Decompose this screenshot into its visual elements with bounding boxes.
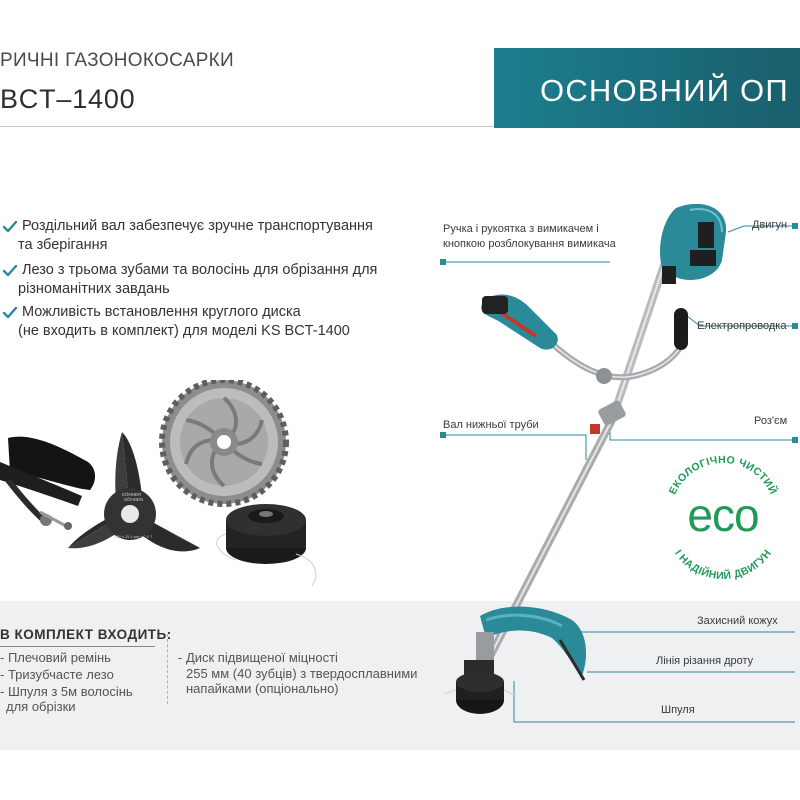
kit-item: 255 мм (40 зубців) з твердосплавними	[186, 666, 418, 681]
callout-motor: Двигун	[752, 219, 788, 231]
eco-logo: eco	[687, 489, 759, 541]
callout-handle: кнопкою розблокування вимикача	[443, 238, 616, 250]
spool-image	[444, 660, 516, 714]
kit-item: - Шпуля з 5м волосінь	[0, 684, 133, 699]
model-title: BCT–1400	[0, 84, 136, 114]
kit-title: В КОМПЛЕКТ ВХОДИТЬ:	[0, 627, 172, 642]
callout-guard: Захисний кожух	[697, 615, 778, 627]
kit-item: - Диск підвищеної міцності	[178, 650, 338, 665]
feature-text: різноманітних завдань	[18, 281, 170, 297]
callout-spool: Шпуля	[661, 704, 695, 716]
feature-text: Лезо з трьома зубами та волосінь для обрізання для	[22, 262, 378, 278]
feature-text: Роздільний вал забезпечує зручне транспортування	[22, 218, 373, 234]
handlebar-image	[481, 294, 688, 384]
blade-brand-text: SÖHNEN	[124, 497, 144, 502]
feature-text: (не входить в комплект) для моделі KS BCT-1400	[18, 323, 350, 339]
eco-badge	[661, 453, 785, 582]
kit-item: - Тризубчасте лезо	[0, 667, 114, 682]
motor-image	[660, 204, 726, 284]
callout-handle: Ручка і рукоятка з вимикачем і	[443, 223, 599, 235]
kit-item: - Плечовий ремінь	[0, 650, 111, 665]
callout-connector: Роз'єм	[754, 415, 788, 427]
feature-text: Можливість встановлення круглого диска	[22, 304, 301, 320]
feature-text: та зберігання	[18, 237, 108, 253]
blade-spec-text: 255 х 25,4 мм х 2,0 T	[114, 534, 153, 539]
eco-ring-bottom-text: І НАДІЙНИЙ ДВИГУН	[672, 547, 774, 583]
kit-item: напайками (опціонально)	[186, 681, 339, 696]
blade-brand-text: KÖNNER	[122, 492, 142, 497]
section-title: ОСНОВНИЙ ОП	[540, 73, 789, 108]
kit-item: для обрізки	[6, 699, 76, 714]
callout-cutting-line: Лінія різання дроту	[656, 655, 754, 667]
eco-ring-top-text: ЕКОЛОГІЧНО ЧИСТИЙ	[666, 453, 780, 497]
callout-wiring: Електропроводка	[697, 320, 787, 332]
callout-shaft: Вал нижньої труби	[443, 419, 539, 431]
header-subtitle: РИЧНІ ГАЗОНОКОСАРКИ	[0, 50, 234, 71]
